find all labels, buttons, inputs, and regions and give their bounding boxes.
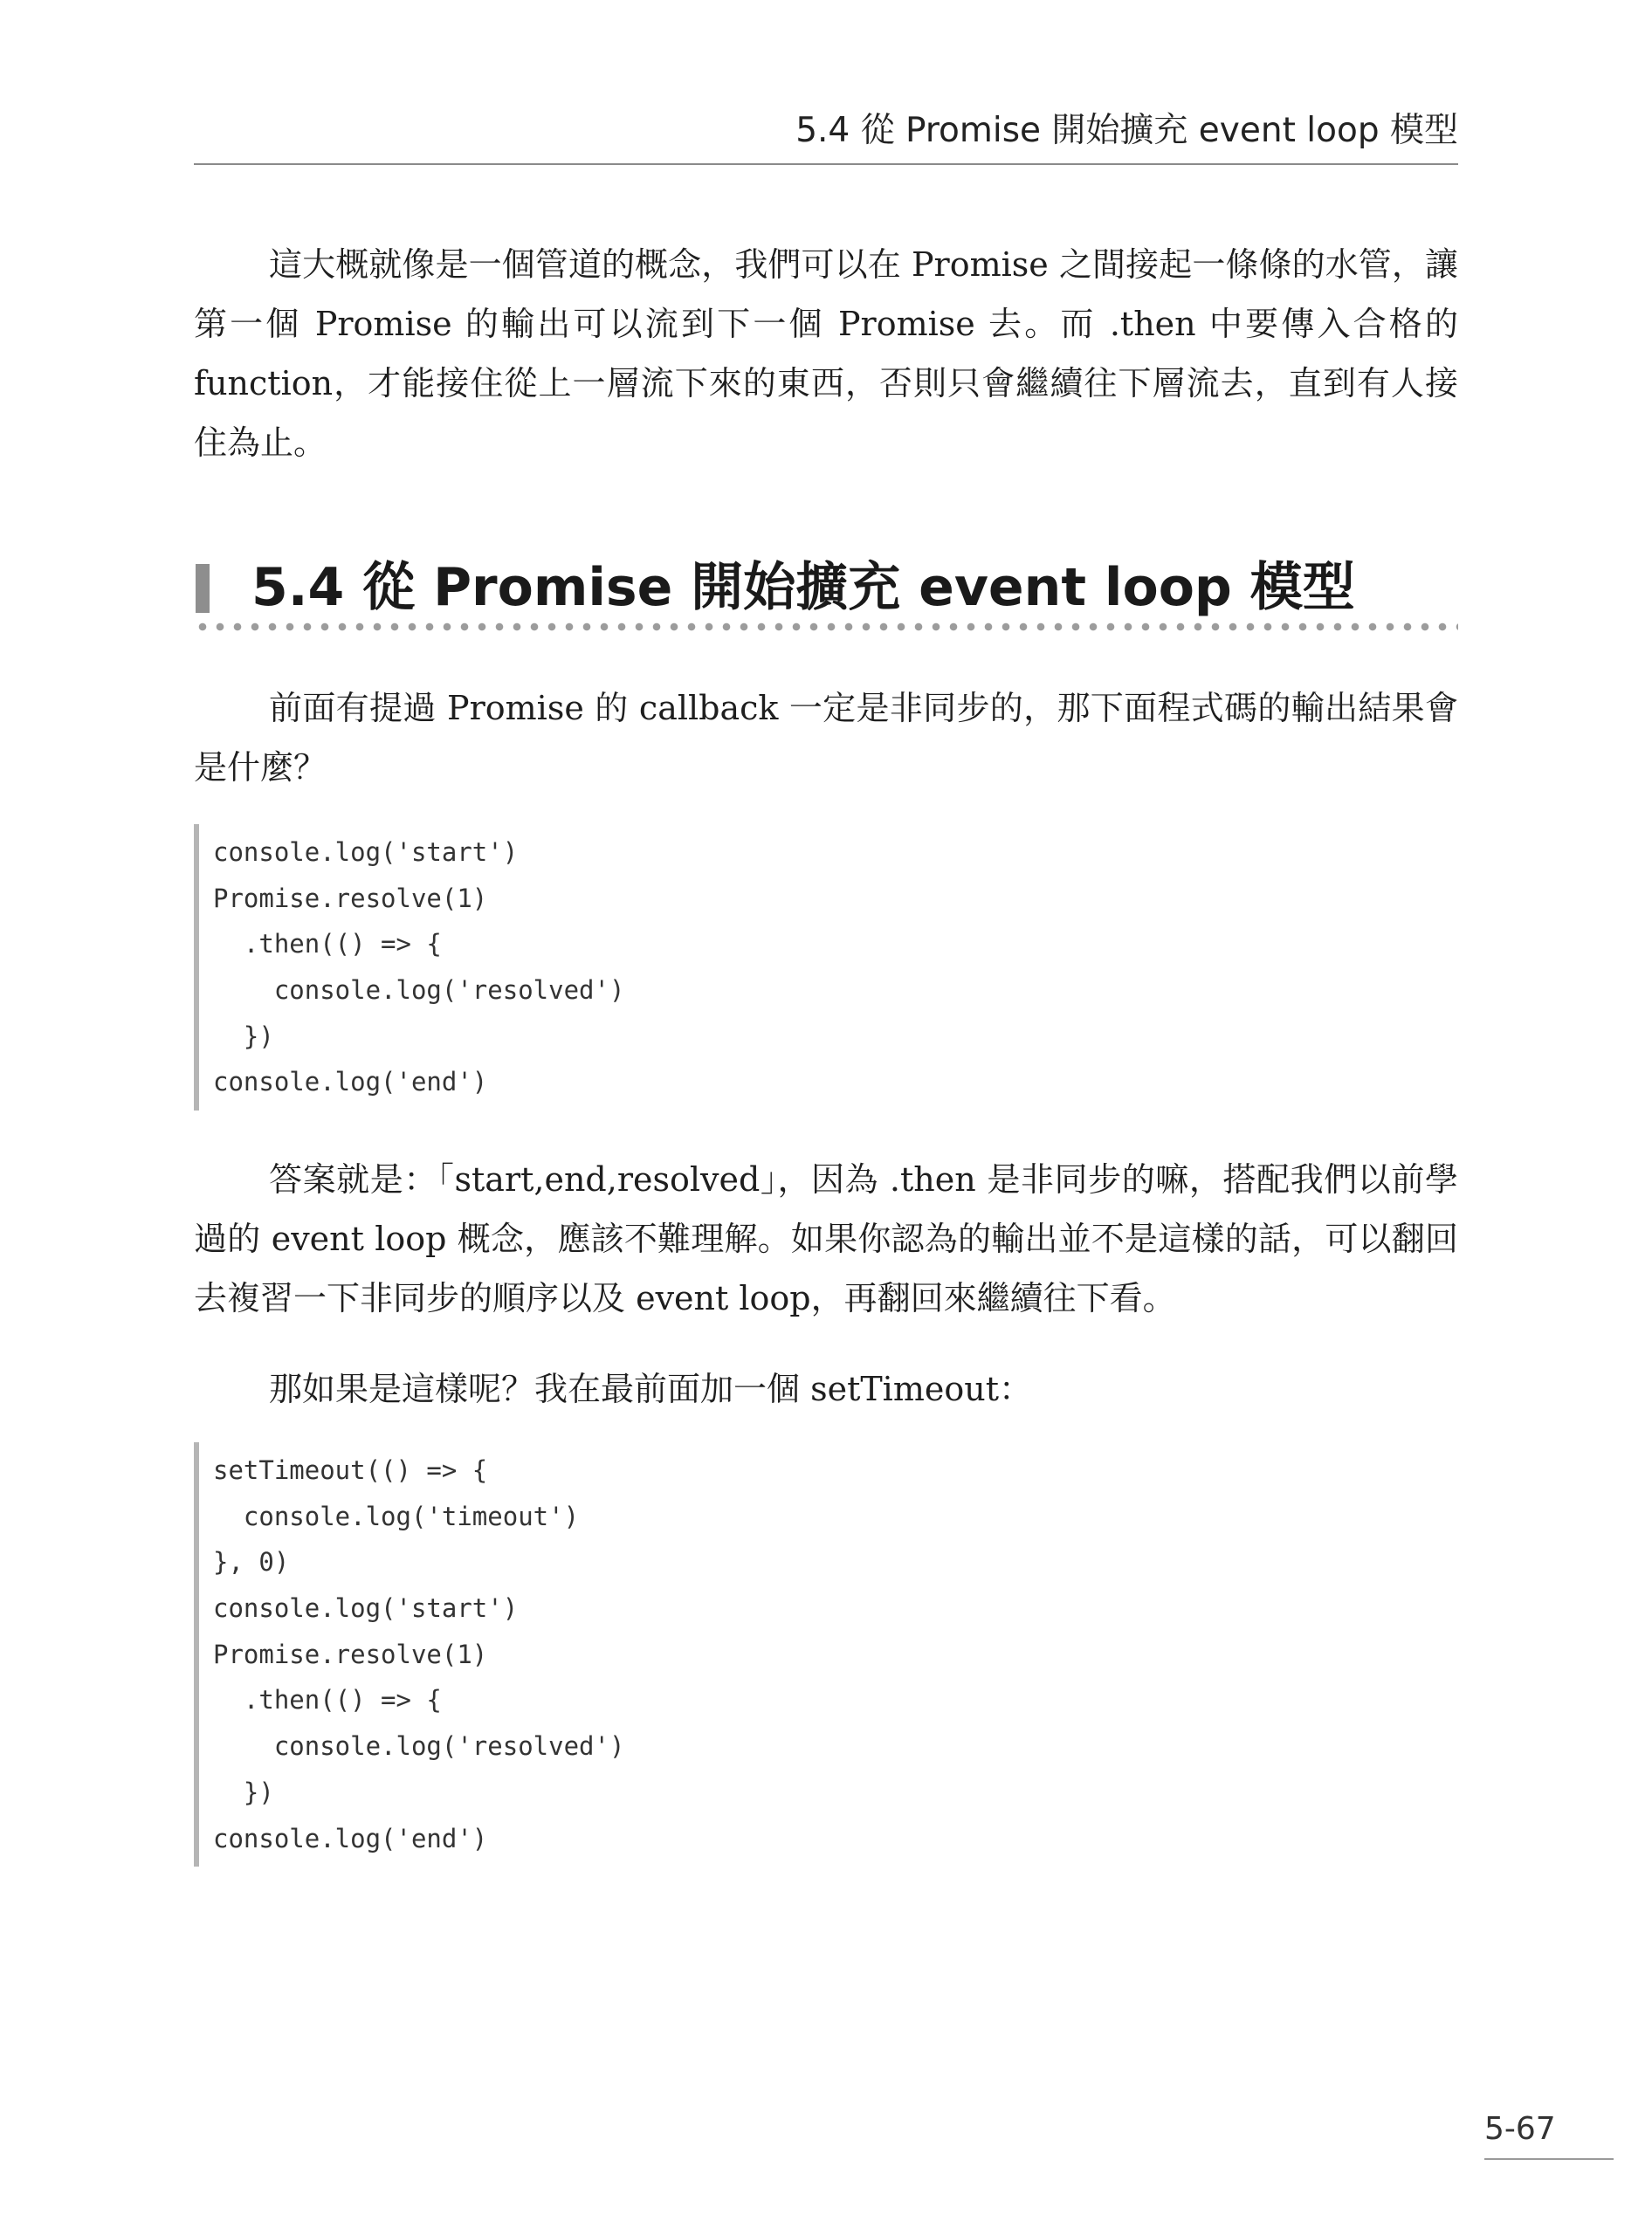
code-line: console.log('resolved'): [213, 1731, 625, 1762]
code-line: Promise.resolve(1): [213, 1639, 488, 1669]
code-line: console.log('end'): [213, 1067, 488, 1097]
code-line: setTimeout(() => {: [213, 1455, 488, 1485]
section-marker-bar: [196, 564, 210, 613]
code-line: .then(() => {: [213, 929, 442, 959]
code-line: .then(() => {: [213, 1685, 442, 1716]
code-line: console.log('start'): [213, 1593, 519, 1624]
paragraph-pipeline-concept: 這大概就像是一個管道的概念，我們可以在 Promise 之間接起一條條的水管，讓第一個 Promise 的輸出可以流到下一個 Promise 去。而 .then 中要傳入合格的 function，才能接住從上一層流下來的東西，否則只會繼續往下層流去，直到有人接住為止。: [194, 245, 1458, 462]
code-line: console.log('timeout'): [213, 1501, 580, 1531]
header-divider: [194, 163, 1458, 165]
code-line: Promise.resolve(1): [213, 883, 488, 913]
page-number: 5-67: [1484, 2111, 1556, 2147]
footer-divider: [1484, 2158, 1614, 2160]
code-block-promise-example: [194, 824, 1451, 1111]
section-title: 5.4 從 Promise 開始擴充 event loop 模型: [251, 557, 1355, 618]
code-line: }, 0): [213, 1547, 290, 1578]
code-line: }): [213, 1777, 274, 1807]
running-header: 5.4 從 Promise 開始擴充 event loop 模型: [795, 111, 1458, 150]
code-line: console.log('end'): [213, 1823, 488, 1853]
code-line: console.log('start'): [213, 837, 519, 867]
code-line: }): [213, 1021, 274, 1051]
paragraph-question: 前面有提過 Promise 的 callback 一定是非同步的，那下面程式碼的輸出結果會是什麼？: [194, 689, 1458, 787]
code-block-settimeout-example: [194, 1442, 1451, 1867]
code-line: console.log('resolved'): [213, 975, 625, 1006]
section-dotted-divider: [194, 622, 1458, 632]
paragraph-settimeout-question: 那如果是這樣呢？我在最前面加一個 setTimeout：: [269, 1370, 1032, 1408]
paragraph-answer: 答案就是：「start,end,resolved」，因為 .then 是非同步的嘛，搭配我們以前學過的 event loop 概念，應該不難理解。如果你認為的輸出並不是這樣的話，可以翻回去複習一下非同步的順序以及 event loop，再翻回來繼續往下看。: [194, 1160, 1458, 1317]
